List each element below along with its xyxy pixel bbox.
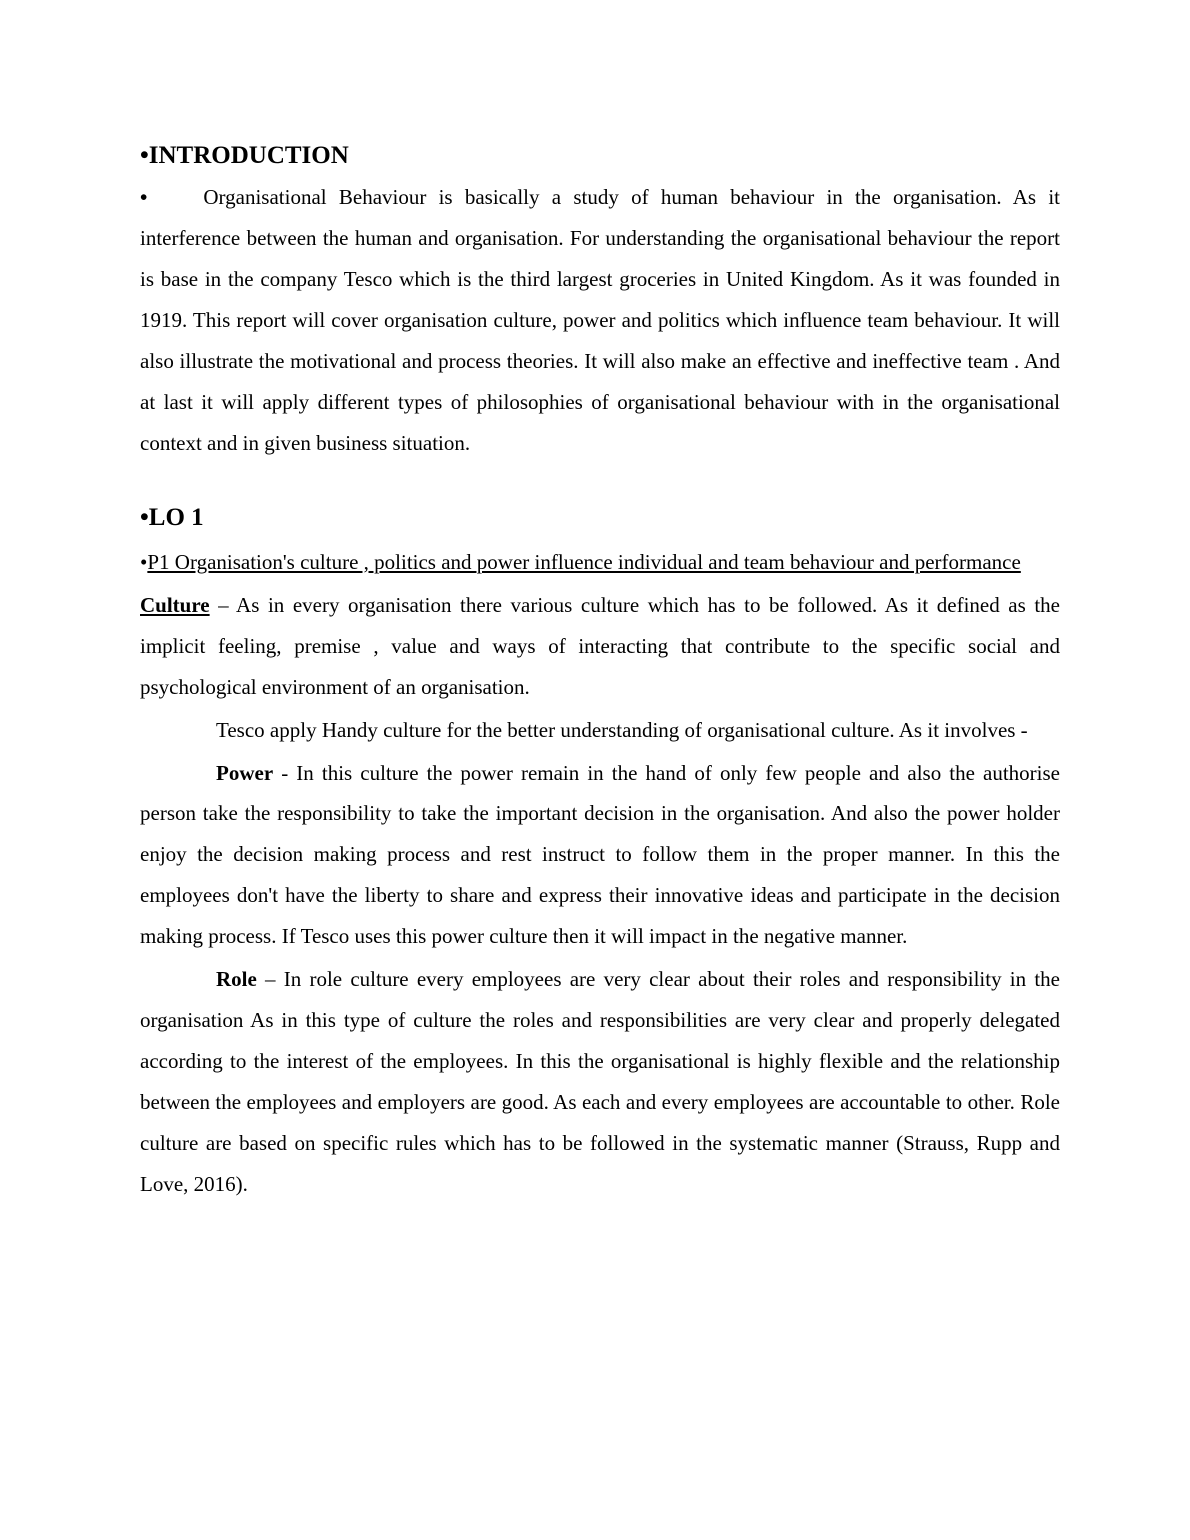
bullet-marker-intro-body: • — [140, 185, 148, 210]
paragraph-role-text: – In role culture every employees are very clear about their roles and responsibility in the organisation As in this type of culture the roles and responsibilities are very clear and properly delegated according to the interest of the employees. In this the organisational is highly flexible and the relationship between the employees and employers are good. As each and every employees are accountable to other. Role culture are based on specific rules which has to be followed in the systematic manner (Strauss, Rupp and Love, 2016). — [140, 967, 1060, 1196]
paragraph-role — [140, 959, 1060, 1205]
paragraph-power-text: - In this culture the power remain in the hand of only few people and also the authorise person take the responsibility to take the important decision in the organisation. And also the power holder enjoy the decision making process and rest instruct to follow them in the proper manner. In this the employees don't have the liberty to share and express their innovative ideas and participate in the decision making process. If Tesco uses this power culture then it will impact in the negative manner. — [140, 760, 1060, 949]
paragraph-culture — [140, 585, 1060, 708]
bullet-marker-introduction: • — [140, 142, 149, 169]
paragraph-culture-lead: Culture — [140, 592, 210, 617]
heading-introduction-text: INTRODUCTION — [148, 142, 349, 169]
paragraph-introduction — [140, 177, 1060, 464]
document-body — [140, 140, 1060, 1205]
paragraph-power — [140, 753, 1060, 958]
heading-p1 — [140, 542, 1060, 583]
paragraph-power-lead: Power — [216, 760, 274, 785]
heading-p1-text: P1 Organisation's culture , politics and power influence individual and team behaviour and performance — [147, 549, 1021, 574]
paragraph-role-lead: Role — [216, 967, 257, 992]
bullet-marker-p1: • — [140, 549, 148, 574]
paragraph-handy-culture-text: Tesco apply Handy culture for the better understanding of organisational culture. As it involves - — [216, 717, 1028, 742]
paragraph-introduction-text: Organisational Behaviour is basically a study of human behaviour in the organisation. As it interference between the human and organisation. For understanding the organisational behaviour the report is base in the company Tesco which is the third largest groceries in United Kingdom. As it was founded in 1919. This report will cover organisation culture, power and politics which influence team behaviour. It will also illustrate the motivational and process theories. It will also make an effective and ineffective team . And at last it will apply different types of philosophies of organisational behaviour with in the organisational context and in given business situation. — [140, 185, 1060, 455]
paragraph-culture-text: – As in every organisation there various culture which has to be followed. As it defined as the implicit feeling, premise , value and ways of interacting that contribute to the specific social and psychological environment of an organisation. — [140, 592, 1060, 699]
heading-lo1 — [140, 504, 1060, 532]
spacer — [140, 466, 1060, 476]
heading-lo1-text: LO 1 — [148, 503, 204, 531]
heading-introduction — [140, 140, 1060, 171]
bullet-marker-lo1: • — [140, 503, 149, 531]
paragraph-handy-culture — [140, 710, 1060, 751]
